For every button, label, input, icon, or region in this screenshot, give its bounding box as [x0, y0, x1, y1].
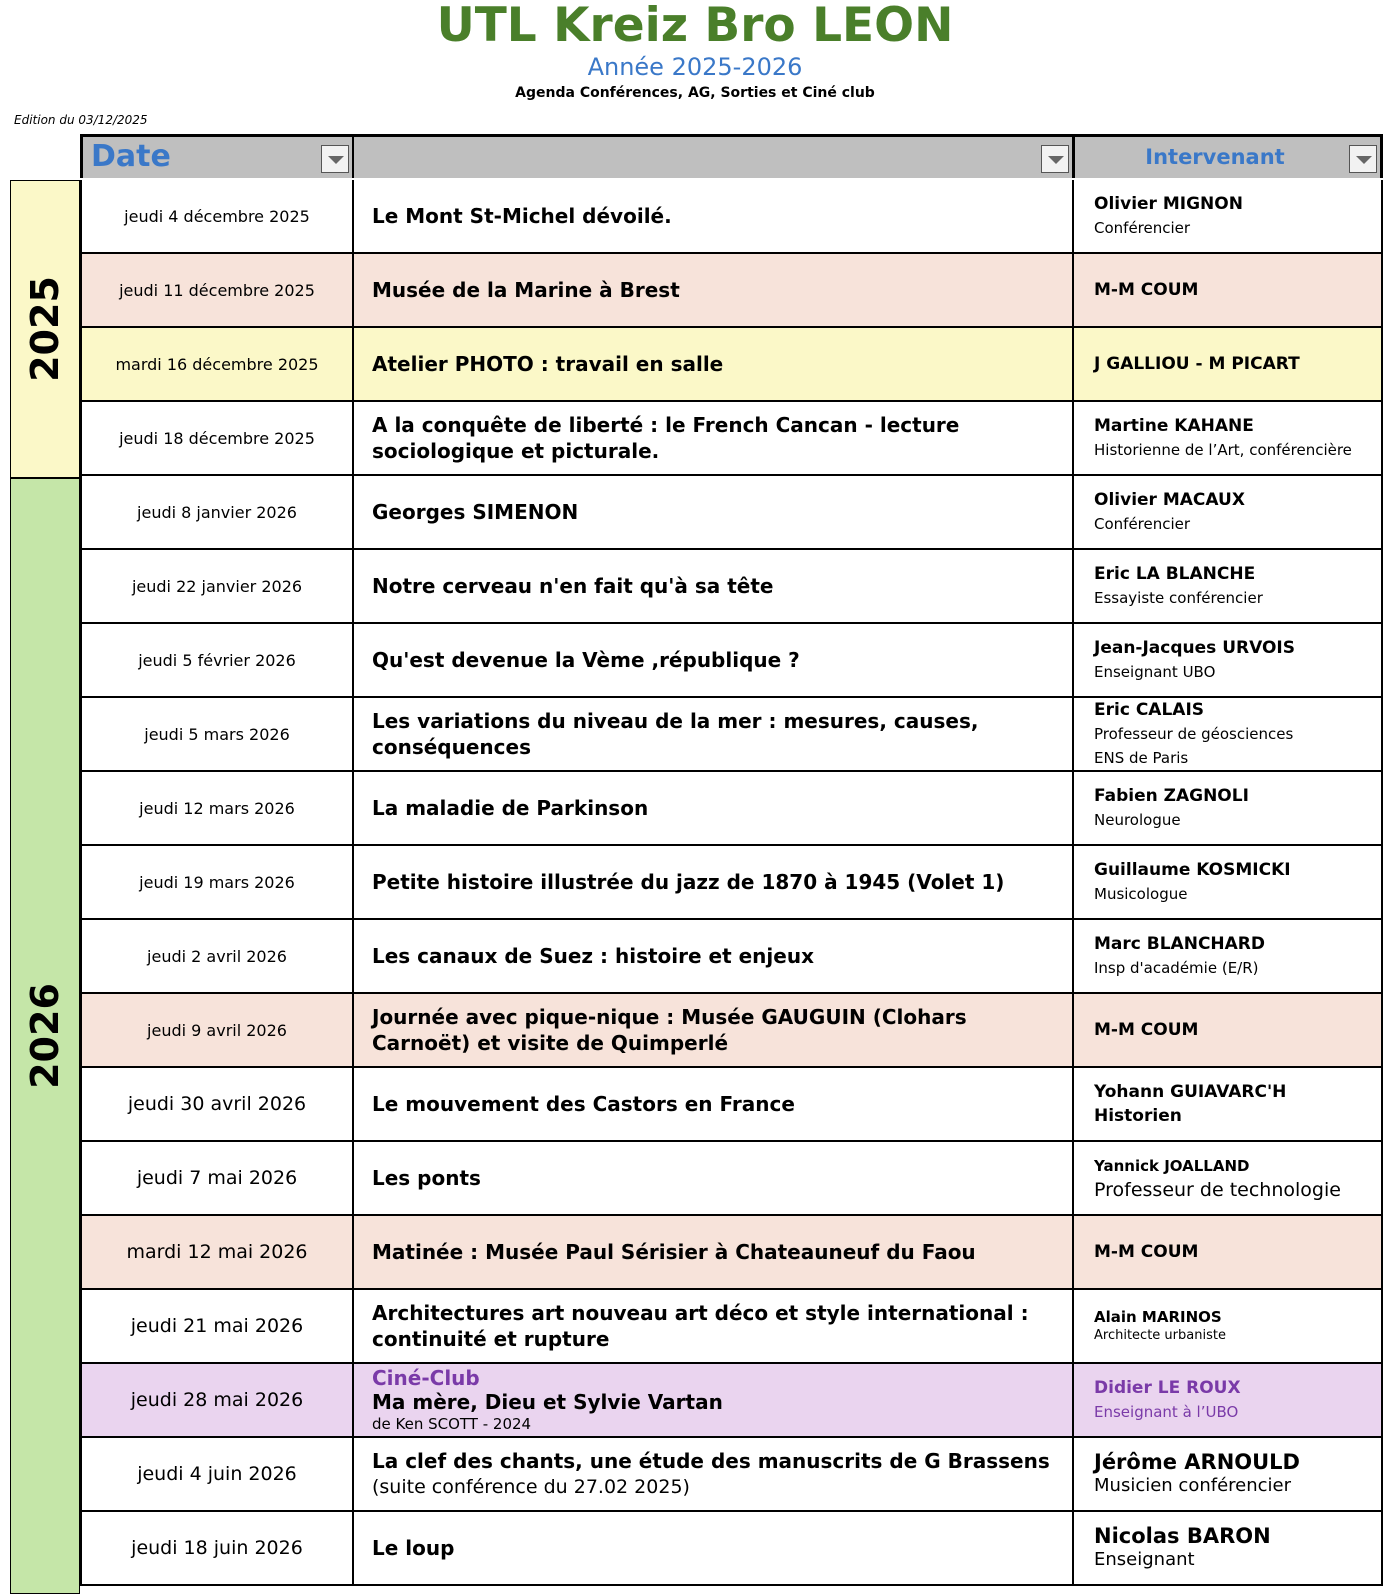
table-row: [80, 1142, 1383, 1216]
row-intervenant: [1072, 624, 1383, 696]
row-title: [352, 994, 1072, 1066]
speaker-name: Olivier MIGNON: [1094, 194, 1243, 214]
speaker-role: Conférencier: [1094, 515, 1191, 533]
speaker-role: Architecte urbaniste: [1094, 1328, 1226, 1343]
speaker-name: Nicolas BARON: [1094, 1524, 1271, 1548]
row-title-text: Le Mont St-Michel dévoilé.: [372, 204, 672, 228]
row-title-text: Le mouvement des Castors en France: [372, 1092, 795, 1116]
speaker-name: M-M COUM: [1094, 280, 1199, 300]
row-date: jeudi 18 juin 2026: [80, 1512, 352, 1584]
row-intervenant: [1072, 476, 1383, 548]
edition-date: Edition du 03/12/2025: [14, 113, 148, 127]
row-title-text: Matinée : Musée Paul Sérisier à Chateauneuf du Faou: [372, 1240, 976, 1264]
row-date: jeudi 21 mai 2026: [80, 1290, 352, 1362]
row-title-text: Atelier PHOTO : travail en salle: [372, 352, 724, 376]
row-title-text: Le loup: [372, 1536, 455, 1560]
speaker-name: Eric LA BLANCHE: [1094, 564, 1256, 584]
year-band-2026: [10, 478, 80, 1594]
row-title: [352, 550, 1072, 622]
table-row: [80, 550, 1383, 624]
table-row: [80, 1216, 1383, 1290]
row-title: [352, 328, 1072, 400]
row-date: jeudi 4 décembre 2025: [80, 180, 352, 252]
speaker-role: Insp d'académie (E/R): [1094, 959, 1259, 977]
row-intervenant: [1072, 772, 1383, 844]
speaker-role: Enseignant UBO: [1094, 663, 1216, 681]
table-row: [80, 328, 1383, 402]
table-row: [80, 1512, 1383, 1586]
table-row: [80, 920, 1383, 994]
row-intervenant: [1072, 254, 1383, 326]
speaker-role-2: ENS de Paris: [1094, 749, 1189, 767]
row-date: jeudi 7 mai 2026: [80, 1142, 352, 1214]
row-title: [352, 1290, 1072, 1362]
row-title: [352, 698, 1072, 770]
speaker-role: Essayiste conférencier: [1094, 589, 1263, 607]
row-title: [352, 624, 1072, 696]
speaker-role: Professeur de technologie: [1094, 1179, 1341, 1201]
page-subtitle: Année 2025-2026: [587, 53, 803, 81]
speaker-role: Musicien conférencier: [1094, 1475, 1292, 1496]
column-header-intervenant: [1072, 134, 1383, 178]
row-title-text: La maladie de Parkinson: [372, 796, 649, 820]
row-date: jeudi 30 avril 2026: [80, 1068, 352, 1140]
row-title-text: Journée avec pique-nique : Musée GAUGUIN (Clohars Carnoët) et visite de Quimperlé: [372, 1005, 967, 1055]
filter-dropdown-icon[interactable]: [1041, 145, 1069, 173]
row-intervenant: [1072, 1068, 1383, 1140]
row-intervenant: [1072, 402, 1383, 474]
table-row: [80, 1438, 1383, 1512]
table-row: [80, 1364, 1383, 1438]
year-label: 2026: [23, 983, 67, 1089]
speaker-name: M-M COUM: [1094, 1020, 1199, 1040]
row-date: mardi 16 décembre 2025: [80, 328, 352, 400]
row-title: [352, 1364, 1072, 1436]
table-row: [80, 772, 1383, 846]
row-title-text: Les variations du niveau de la mer : mesures, causes, conséquences: [372, 709, 979, 759]
speaker-role: Conférencier: [1094, 219, 1191, 237]
row-date: jeudi 2 avril 2026: [80, 920, 352, 992]
row-title: [352, 1512, 1072, 1584]
filter-dropdown-icon[interactable]: [321, 145, 349, 173]
row-intervenant: [1072, 920, 1383, 992]
table-row: [80, 254, 1383, 328]
row-title-text: Georges SIMENON: [372, 500, 579, 524]
speaker-name: Marc BLANCHARD: [1094, 934, 1266, 954]
speaker-name: Jean-Jacques URVOIS: [1094, 638, 1295, 658]
row-title-text: Les ponts: [372, 1166, 481, 1190]
row-date: jeudi 11 décembre 2025: [80, 254, 352, 326]
row-title: [352, 846, 1072, 918]
row-intervenant: [1072, 1364, 1383, 1436]
row-title: [352, 1438, 1072, 1510]
row-title-text: Notre cerveau n'en fait qu'à sa tête: [372, 574, 774, 598]
speaker-role: Historien: [1094, 1106, 1182, 1126]
speaker-role: Neurologue: [1094, 811, 1181, 829]
row-date: jeudi 5 mars 2026: [80, 698, 352, 770]
column-header-title: [352, 134, 1072, 178]
speaker-role: Professeur de géosciences: [1094, 725, 1294, 743]
table-row: [80, 624, 1383, 698]
row-date: jeudi 5 février 2026: [80, 624, 352, 696]
row-subtitle: de Ken SCOTT - 2024: [372, 1415, 532, 1433]
row-title: [352, 476, 1072, 548]
row-title: [352, 1142, 1072, 1214]
column-header-date: [80, 134, 352, 178]
row-intervenant: [1072, 1216, 1383, 1288]
speaker-name: Alain MARINOS: [1094, 1308, 1222, 1326]
row-title: [352, 920, 1072, 992]
table-row: [80, 1068, 1383, 1142]
row-intervenant: [1072, 1438, 1383, 1510]
row-title: [352, 772, 1072, 844]
speaker-role: Enseignant à l’UBO: [1094, 1403, 1239, 1421]
row-intervenant: [1072, 328, 1383, 400]
row-date: jeudi 18 décembre 2025: [80, 402, 352, 474]
row-date: jeudi 9 avril 2026: [80, 994, 352, 1066]
speaker-name: Fabien ZAGNOLI: [1094, 786, 1249, 806]
speaker-name: Eric CALAIS: [1094, 700, 1205, 720]
page-title: UTL Kreiz Bro LEON: [436, 0, 954, 53]
row-intervenant: [1072, 1142, 1383, 1214]
row-title-text: La clef des chants, une étude des manuscrits de G Brassens: [372, 1449, 1050, 1473]
table-row: [80, 698, 1383, 772]
row-intervenant: [1072, 550, 1383, 622]
row-title-text: Les canaux de Suez : histoire et enjeux: [372, 944, 814, 968]
speaker-name: Guillaume KOSMICKI: [1094, 860, 1291, 880]
row-title-text: Petite histoire illustrée du jazz de 1870 à 1945 (Volet 1): [372, 870, 1005, 894]
cine-club-label: Ciné-Club: [372, 1366, 480, 1390]
row-date: jeudi 12 mars 2026: [80, 772, 352, 844]
speaker-name: Yannick JOALLAND: [1094, 1157, 1250, 1175]
row-intervenant: [1072, 180, 1383, 252]
row-intervenant: [1072, 846, 1383, 918]
speaker-name: Olivier MACAUX: [1094, 490, 1245, 510]
speaker-name: Jérôme ARNOULD: [1094, 1450, 1300, 1474]
row-date: jeudi 8 janvier 2026: [80, 476, 352, 548]
table-row: [80, 846, 1383, 920]
row-title: [352, 1216, 1072, 1288]
column-header-date-label: Date: [91, 139, 171, 174]
page-description: Agenda Conférences, AG, Sorties et Ciné club: [515, 85, 875, 101]
table-row: [80, 1290, 1383, 1364]
row-intervenant: [1072, 1290, 1383, 1362]
speaker-name: Yohann GUIAVARC'H: [1094, 1082, 1287, 1102]
row-title: [352, 1068, 1072, 1140]
row-title: [352, 254, 1072, 326]
speaker-name: Martine KAHANE: [1094, 416, 1254, 436]
row-title-text: Ma mère, Dieu et Sylvie Vartan: [372, 1390, 723, 1414]
row-date: mardi 12 mai 2026: [80, 1216, 352, 1288]
year-label: 2025: [23, 276, 67, 382]
row-subtitle: (suite conférence du 27.02 2025): [372, 1476, 690, 1498]
speaker-role: Historienne de l’Art, conférencière: [1094, 441, 1352, 459]
row-date: jeudi 22 janvier 2026: [80, 550, 352, 622]
speaker-name: J GALLIOU - M PICART: [1094, 354, 1300, 374]
row-title: [352, 402, 1072, 474]
row-intervenant: [1072, 994, 1383, 1066]
row-intervenant: [1072, 1512, 1383, 1584]
row-date: jeudi 28 mai 2026: [80, 1364, 352, 1436]
row-title-text: Musée de la Marine à Brest: [372, 278, 680, 302]
row-intervenant: [1072, 698, 1383, 770]
row-date: jeudi 4 juin 2026: [80, 1438, 352, 1510]
row-title-text: Qu'est devenue la Vème ,république ?: [372, 648, 800, 672]
row-title-text: A la conquête de liberté : le French Cancan - lecture sociologique et picturale.: [372, 413, 960, 463]
speaker-role: Musicologue: [1094, 885, 1188, 903]
row-date: jeudi 19 mars 2026: [80, 846, 352, 918]
speaker-name: Didier LE ROUX: [1094, 1378, 1241, 1398]
row-title-text: Architectures art nouveau art déco et style international : continuité et rupture: [372, 1301, 1029, 1351]
table-row: [80, 402, 1383, 476]
table-row: [80, 180, 1383, 254]
row-title: [352, 180, 1072, 252]
table-row: [80, 476, 1383, 550]
table-row: [80, 994, 1383, 1068]
speaker-role: Enseignant: [1094, 1549, 1195, 1570]
year-band-2025: [10, 180, 80, 478]
column-header-intervenant-label: Intervenant: [1145, 145, 1285, 169]
speaker-name: M-M COUM: [1094, 1242, 1199, 1262]
filter-dropdown-icon[interactable]: [1349, 145, 1377, 173]
